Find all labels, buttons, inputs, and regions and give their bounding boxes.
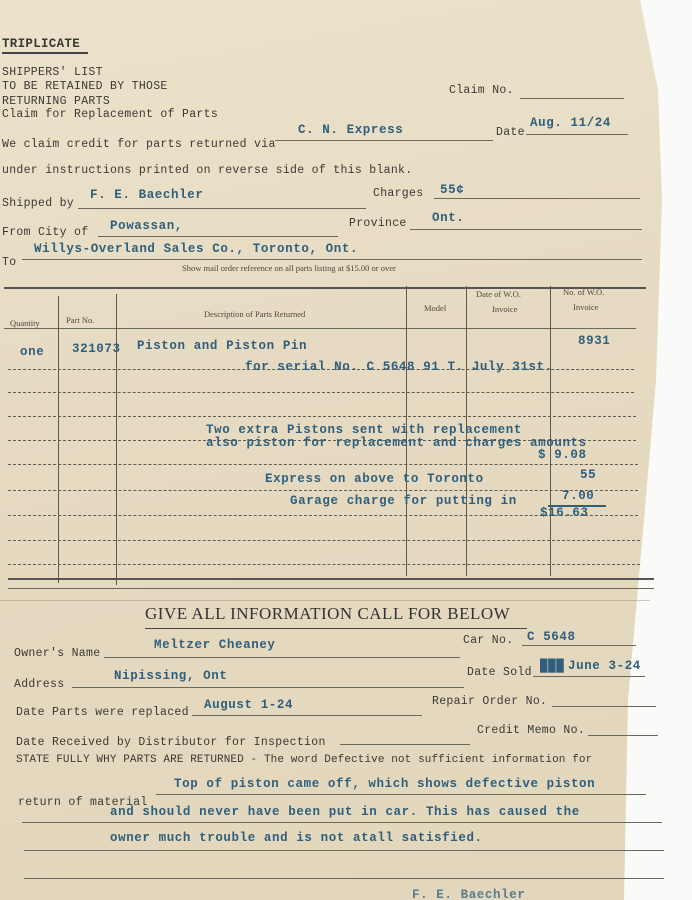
table-bottom-rule [8, 588, 654, 589]
instructions-text: under instructions printed on reverse side of this blank. [2, 164, 413, 177]
shipped-by-label: Shipped by [2, 197, 75, 210]
address-value: Nipissing, Ont [114, 669, 228, 683]
shipped-by-value: F. E. Baechler [90, 188, 204, 202]
amount-1: $ 9.08 [538, 448, 587, 462]
car-no-value: C 5648 [527, 630, 576, 644]
table-rule [8, 490, 638, 491]
from-city-value: Powassan, [110, 219, 183, 233]
to-line [22, 259, 642, 260]
owner-label: Owner's Name [14, 647, 101, 660]
reason-underline-2 [22, 822, 662, 823]
province-value: Ont. [432, 211, 465, 225]
list-title-1: SHIPPERS' LIST [2, 66, 103, 79]
row-quantity: one [20, 345, 45, 359]
table-rule [8, 564, 640, 565]
from-city-label: From City of [2, 226, 89, 239]
list-title-3: RETURNING PARTS [2, 95, 111, 108]
header-part-no: Part No. [66, 315, 95, 325]
table-rule [8, 540, 640, 541]
reason-line-2: and should never have been put in car. This has caused the [110, 805, 580, 819]
credit-memo-label: Credit Memo No. [477, 724, 586, 737]
table-rule [8, 416, 636, 417]
reason-label: STATE FULLY WHY PARTS ARE RETURNED - The word Defective not sufficient information for [16, 754, 593, 766]
reason-underline-1 [156, 794, 646, 795]
row-desc-line-2: for serial No. C 5648 91 T. July 31st. [245, 360, 553, 374]
header-description: Description of Parts Returned [204, 309, 306, 319]
car-no-label: Car No. [463, 634, 514, 647]
shipped-by-line [78, 208, 366, 209]
note-line-2: also piston for replacement and charges amounts [206, 436, 587, 450]
owner-value: Meltzer Cheaney [154, 638, 276, 652]
owner-line [104, 657, 460, 658]
to-value: Willys-Overland Sales Co., Toronto, Ont. [34, 242, 359, 256]
date-label: Date [496, 126, 525, 139]
table-bottom-border [8, 578, 654, 580]
header-no-wo-1: No. of W.O. [563, 287, 605, 297]
date-sold-label: Date Sold [467, 666, 532, 679]
total-amount: $16.63 [540, 506, 589, 520]
date-replaced-value: August 1-24 [204, 698, 294, 712]
date-replaced-line [192, 715, 422, 716]
mail-order-note: Show mail order reference on all parts listing at $15.00 or over [182, 263, 396, 273]
date-value: Aug. 11/24 [530, 116, 612, 130]
date-sold-line [533, 676, 645, 677]
date-sold-struck: ███ [540, 659, 565, 673]
to-label: To [2, 256, 17, 269]
charges-line [434, 198, 640, 199]
row-desc-line-1: Piston and Piston Pin [137, 339, 308, 353]
date-received-label: Date Received by Distributor for Inspection [16, 736, 326, 749]
reason-line-3: owner much trouble and is not atall satisfied. [110, 831, 483, 845]
table-rule [8, 392, 634, 393]
via-line [275, 140, 493, 141]
note-line-3: Express on above to Toronto [265, 472, 484, 486]
header-date-wo-2: Invoice [492, 304, 518, 314]
table-rule [8, 464, 638, 465]
reason-underline-4 [24, 878, 664, 879]
date-replaced-label: Date Parts were replaced [16, 706, 189, 719]
via-value: C. N. Express [298, 123, 404, 137]
fold-crease [0, 600, 650, 601]
torn-edge [622, 0, 692, 900]
header-quantity: Quantity [10, 318, 40, 328]
row-part-no: 321073 [72, 342, 121, 356]
amount-3: 7.00 [562, 489, 595, 503]
header-model: Model [424, 303, 447, 313]
reason-underline-3 [24, 850, 664, 851]
note-line-1: Two extra Pistons sent with replacement [206, 423, 522, 437]
from-city-line [98, 236, 338, 237]
claim-no-line [520, 98, 624, 99]
repair-order-label: Repair Order No. [432, 695, 548, 708]
signature-value: F. E. Baechler [412, 888, 526, 900]
credit-memo-line [588, 735, 658, 736]
copy-label: TRIPLICATE [2, 37, 81, 51]
header-date-wo-1: Date of W.O. [476, 289, 521, 299]
address-line [72, 687, 464, 688]
credit-text: We claim credit for parts returned via [2, 138, 276, 151]
copy-label-underline [2, 52, 88, 54]
amount-2: 55 [580, 468, 597, 482]
date-line [526, 134, 628, 135]
date-sold-value: June 3-24 [568, 659, 641, 673]
address-label: Address [14, 678, 65, 691]
charges-value: 55¢ [440, 183, 465, 197]
province-label: Province [349, 217, 407, 230]
list-title-4: Claim for Replacement of Parts [2, 108, 219, 121]
info-heading-underline [145, 628, 527, 629]
charges-label: Charges [373, 187, 424, 200]
info-heading: GIVE ALL INFORMATION CALL FOR BELOW [145, 604, 511, 623]
car-no-line [522, 645, 636, 646]
reason-line-1: Top of piston came off, which shows defective piston [174, 777, 596, 791]
date-received-line [340, 744, 470, 745]
table-col-divider [550, 286, 551, 576]
table-header-border [4, 328, 636, 329]
header-no-wo-2: Invoice [573, 302, 599, 312]
repair-order-line [552, 706, 656, 707]
note-line-4: Garage charge for putting in [290, 494, 517, 508]
claim-no-label: Claim No. [449, 84, 514, 97]
reason-label-2: return of material [18, 796, 148, 809]
province-line [410, 229, 642, 230]
row-invoice-no: 8931 [578, 334, 611, 348]
list-title-2: TO BE RETAINED BY THOSE [2, 80, 168, 93]
